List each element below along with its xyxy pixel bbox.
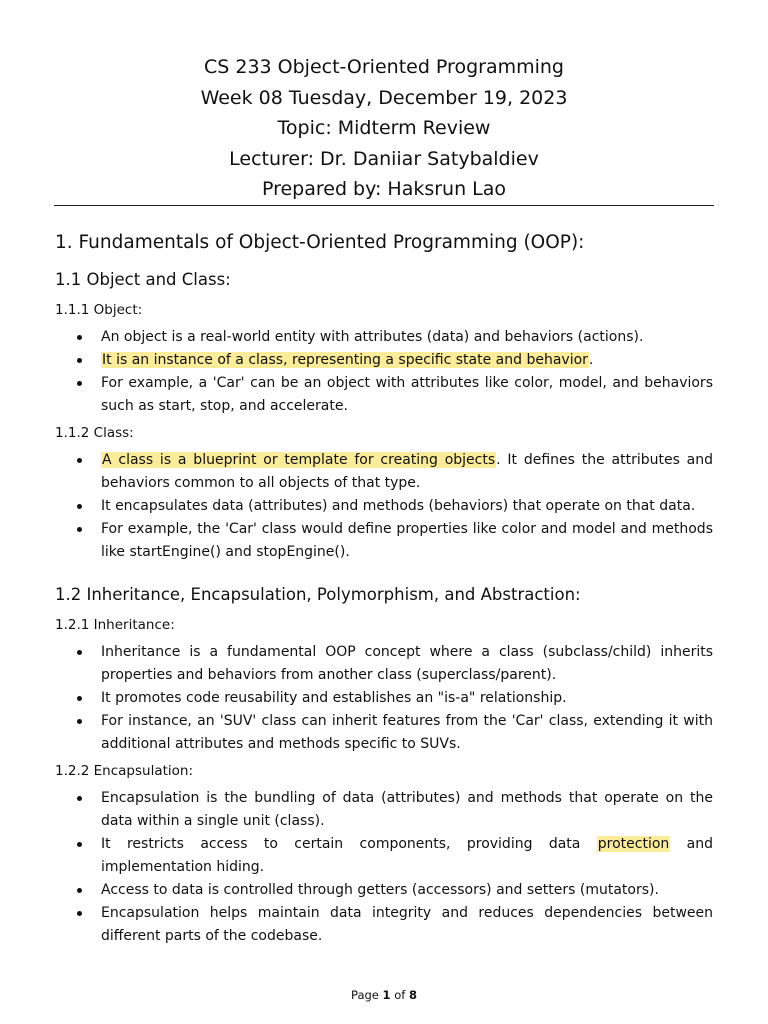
- bullet-icon: [77, 458, 82, 463]
- subsection-heading-1-1: 1.1 Object and Class:: [55, 270, 231, 289]
- lecturer: Lecturer: Dr. Daniiar Satybaldiev: [229, 147, 539, 170]
- list-item: It restricts access to certain components, providing data protection and implementation hiding.: [55, 833, 713, 879]
- bullet-icon: [77, 527, 82, 532]
- bullet-icon: [77, 911, 82, 916]
- heading-inheritance: 1.2.1 Inheritance:: [55, 617, 175, 633]
- list-item: Encapsulation is the bundling of data (attributes) and methods that operate on the data within a single unit (class).: [55, 787, 713, 833]
- subsection-heading-1-2: 1.2 Inheritance, Encapsulation, Polymorphism, and Abstraction:: [55, 585, 581, 604]
- bullet-icon: [77, 335, 82, 340]
- of-label: of: [394, 988, 406, 1002]
- bullet-icon: [77, 696, 82, 701]
- list-item: Access to data is controlled through getters (accessors) and setters (mutators).: [55, 879, 713, 902]
- highlighted-text: A class is a blueprint or template for creating objects: [102, 452, 496, 468]
- highlighted-text: It is an instance of a class, representing a specific state and behavior: [102, 352, 588, 368]
- bullet-icon: [77, 888, 82, 893]
- page-label: Page: [351, 988, 379, 1002]
- heading-encapsulation: 1.2.2 Encapsulation:: [55, 763, 194, 779]
- list-item: It encapsulates data (attributes) and methods (behaviors) that operate on that data.: [55, 495, 713, 518]
- heading-class: 1.1.2 Class:: [55, 425, 134, 441]
- list-item: For instance, an 'SUV' class can inherit features from the 'Car' class, extending it with additional attributes and methods specific to SUVs.: [55, 710, 713, 756]
- bullet-icon: [77, 842, 82, 847]
- page-number: 1: [382, 988, 391, 1002]
- list-item: Inheritance is a fundamental OOP concept where a class (subclass/child) inherits properties and behaviors from another class (superclass/parent).: [55, 641, 713, 687]
- list-item: An object is a real-world entity with attributes (data) and behaviors (actions).: [55, 326, 713, 349]
- list-item: It is an instance of a class, representing a specific state and behavior.: [55, 349, 713, 372]
- document-body: [55, 229, 713, 948]
- header-divider: [54, 205, 714, 206]
- topic: Topic: Midterm Review: [277, 117, 491, 139]
- bullet-icon: [77, 358, 82, 363]
- prepared-by: Prepared by: Haksrun Lao: [261, 178, 507, 200]
- course-title: CS 233 Object-Oriented Programming: [203, 56, 564, 78]
- bullet-icon: [77, 381, 82, 386]
- list-item: For example, a 'Car' can be an object with attributes like color, model, and behaviors such as start, stop, and accelerate.: [55, 372, 713, 418]
- page-footer: [0, 988, 768, 1002]
- encapsulation-bullet-list: [55, 787, 713, 948]
- total-pages: 8: [408, 988, 417, 1002]
- document-header: [0, 52, 768, 205]
- week-date: Week 08 Tuesday, December 19, 2023: [200, 86, 568, 109]
- list-item: A class is a blueprint or template for creating objects. It defines the attributes and behaviors common to all objects of that type.: [55, 449, 713, 495]
- bullet-icon: [77, 650, 82, 655]
- section-heading-1: 1. Fundamentals of Object-Oriented Programming (OOP):: [55, 232, 585, 253]
- list-item: For example, the 'Car' class would define properties like color and model and methods like startEngine() and stopEngine().: [55, 518, 713, 564]
- inheritance-bullet-list: [55, 641, 713, 756]
- heading-object: 1.1.1 Object:: [55, 302, 143, 318]
- list-item: Encapsulation helps maintain data integrity and reduces dependencies between different parts of the codebase.: [55, 902, 713, 948]
- bullet-icon: [77, 504, 82, 509]
- bullet-icon: [77, 719, 82, 724]
- class-bullet-list: [55, 449, 713, 564]
- bullet-icon: [77, 796, 82, 801]
- object-bullet-list: [55, 326, 713, 418]
- list-item: It promotes code reusability and establishes an "is-a" relationship.: [55, 687, 713, 710]
- highlighted-text: protection: [597, 836, 670, 852]
